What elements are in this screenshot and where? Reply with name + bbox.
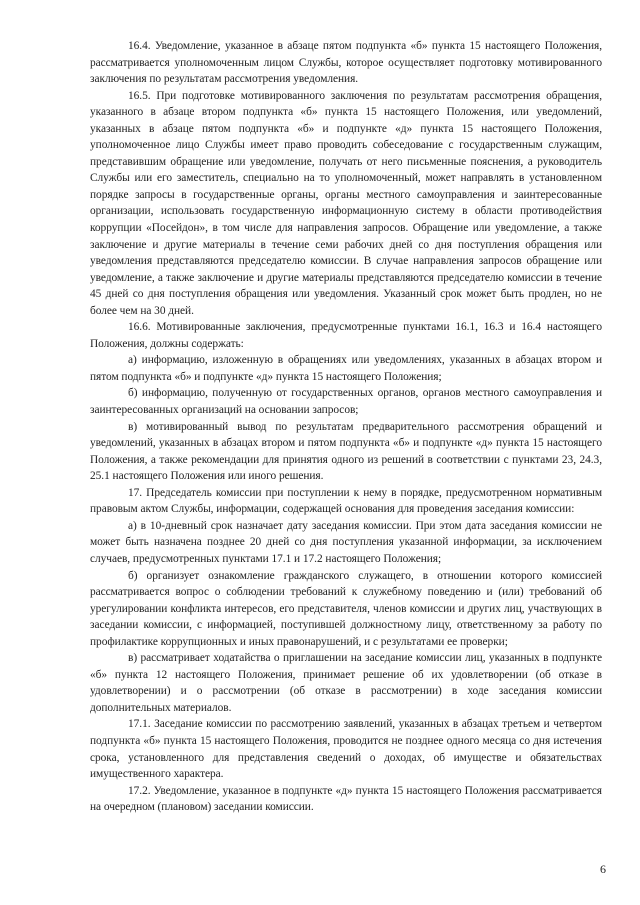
paragraph-16-6-b: б) информацию, полученную от государственных органов, органов местного самоуправления и заинтересованных организаций на основании запросов; bbox=[90, 387, 602, 417]
paragraph-17-v: в) рассматривает ходатайства о приглашении на заседание комиссии лиц, указанных в подпункте «б» пункта 12 настоящего Положения, принимает решение об их удовлетворении (об отказе в удовлетворении) и о рассмотрении (об отказе в рассмотрении) в ходе заседания комиссии дополнительных материалов. bbox=[90, 652, 602, 714]
paragraph-16-6-a: а) информацию, изложенную в обращениях или уведомлениях, указанных в абзацах втором и пятом подпункта «б» и подпункте «д» пункта 15 настоящего Положения; bbox=[90, 354, 602, 383]
page-number: 6 bbox=[600, 862, 606, 876]
paragraph-16-6: 16.6. Мотивированные заключения, предусмотренные пунктами 16.1, 16.3 и 16.4 настоящего Положения, должны содержать: bbox=[90, 321, 602, 350]
paragraph-17-2: 17.2. Уведомление, указанное в подпункте «д» пункта 15 настоящего Положения рассматривается на очередном (плановом) заседании комиссии. bbox=[90, 784, 602, 814]
paragraph-16-6-v: в) мотивированный вывод по результатам предварительного рассмотрения обращений и уведомлений, указанных в абзацах втором и пятом подпункта «б» и подпункте «д» пункта 15 настоящего Положения, а также рекомендации для принятия одного из решений в соответствии с пунктами 23, 24.3, 25.1 настоящего Положения или иного решения. bbox=[90, 420, 602, 483]
paragraph-17-b: б) организует ознакомление гражданского служащего, в отношении которого комиссией рассматривается вопрос о соблюдении требований к служебному поведению и (или) требований об урегулировании конфликта интересов, его представителя, членов комиссии и других лиц, участвующих в заседании комиссии, с информацией, поступившей должностному лицу, ответственному за работу по профилактике коррупционных и иных правонарушений, и с результатами ее проверки; bbox=[90, 569, 602, 648]
paragraph-16-5: 16.5. При подготовке мотивированного заключения по результатам рассмотрения обращения, указанного в абзаце втором подпункта «б» пункта 15 настоящего Положения, или уведомлений, указанных в абзаце пятом подпункта «б» и подпункте «д» пункта 15 настоящего Положения, уполномоченное лицо Службы имеет право проводить собеседование с государственным служащим, представившим обращение или уведомление, получать от него письменные пояснения, а руководитель Службы или его заместитель, специально на то уполномоченный, может направлять в установленном порядке запросы в государственные органы, органы местного самоуправления и заинтересованные организации, использовать государственную информационную систему в области противодействия коррупции «Посейдон», в том числе для направления запросов. Обращение или уведомление, а также заключение и другие материалы в течение семи рабочих дней со дня поступления обращения или уведомления представляются председателю комиссии. В случае направления запросов обращение или уведомление, а также заключение и другие материалы представляются председателю комиссии в течение 45 дней со дня поступления обращения или уведомления. Указанный срок может быть продлен, но не более чем на 30 дней. bbox=[90, 89, 602, 317]
paragraph-17-1: 17.1. Заседание комиссии по рассмотрению заявлений, указанных в абзацах третьем и четвертом подпункта «б» пункта 15 настоящего Положения, проводится не позднее одного месяца со дня истечения срока, установленного для представления сведений о доходах, об имуществе и обязательствах имущественного характера. bbox=[90, 718, 602, 781]
paragraph-17: 17. Председатель комиссии при поступлении к нему в порядке, предусмотренном нормативным правовым актом Службы, информации, содержащей основания для проведения заседания комиссии: bbox=[90, 486, 602, 516]
paragraph-16-4: 16.4. Уведомление, указанное в абзаце пятом подпункта «б» пункта 15 настоящего Положения, рассматривается уполномоченным лицом Службы, которое осуществляет подготовку мотивированного заключения по результатам рассмотрения уведомления. bbox=[90, 40, 602, 86]
paragraph-17-a: а) в 10-дневный срок назначает дату заседания комиссии. При этом дата заседания комиссии не может быть назначена позднее 20 дней со дня поступления указанной информации, за исключением случаев, предусмотренных пунктами 17.1 и 17.2 настоящего Положения; bbox=[90, 519, 602, 565]
